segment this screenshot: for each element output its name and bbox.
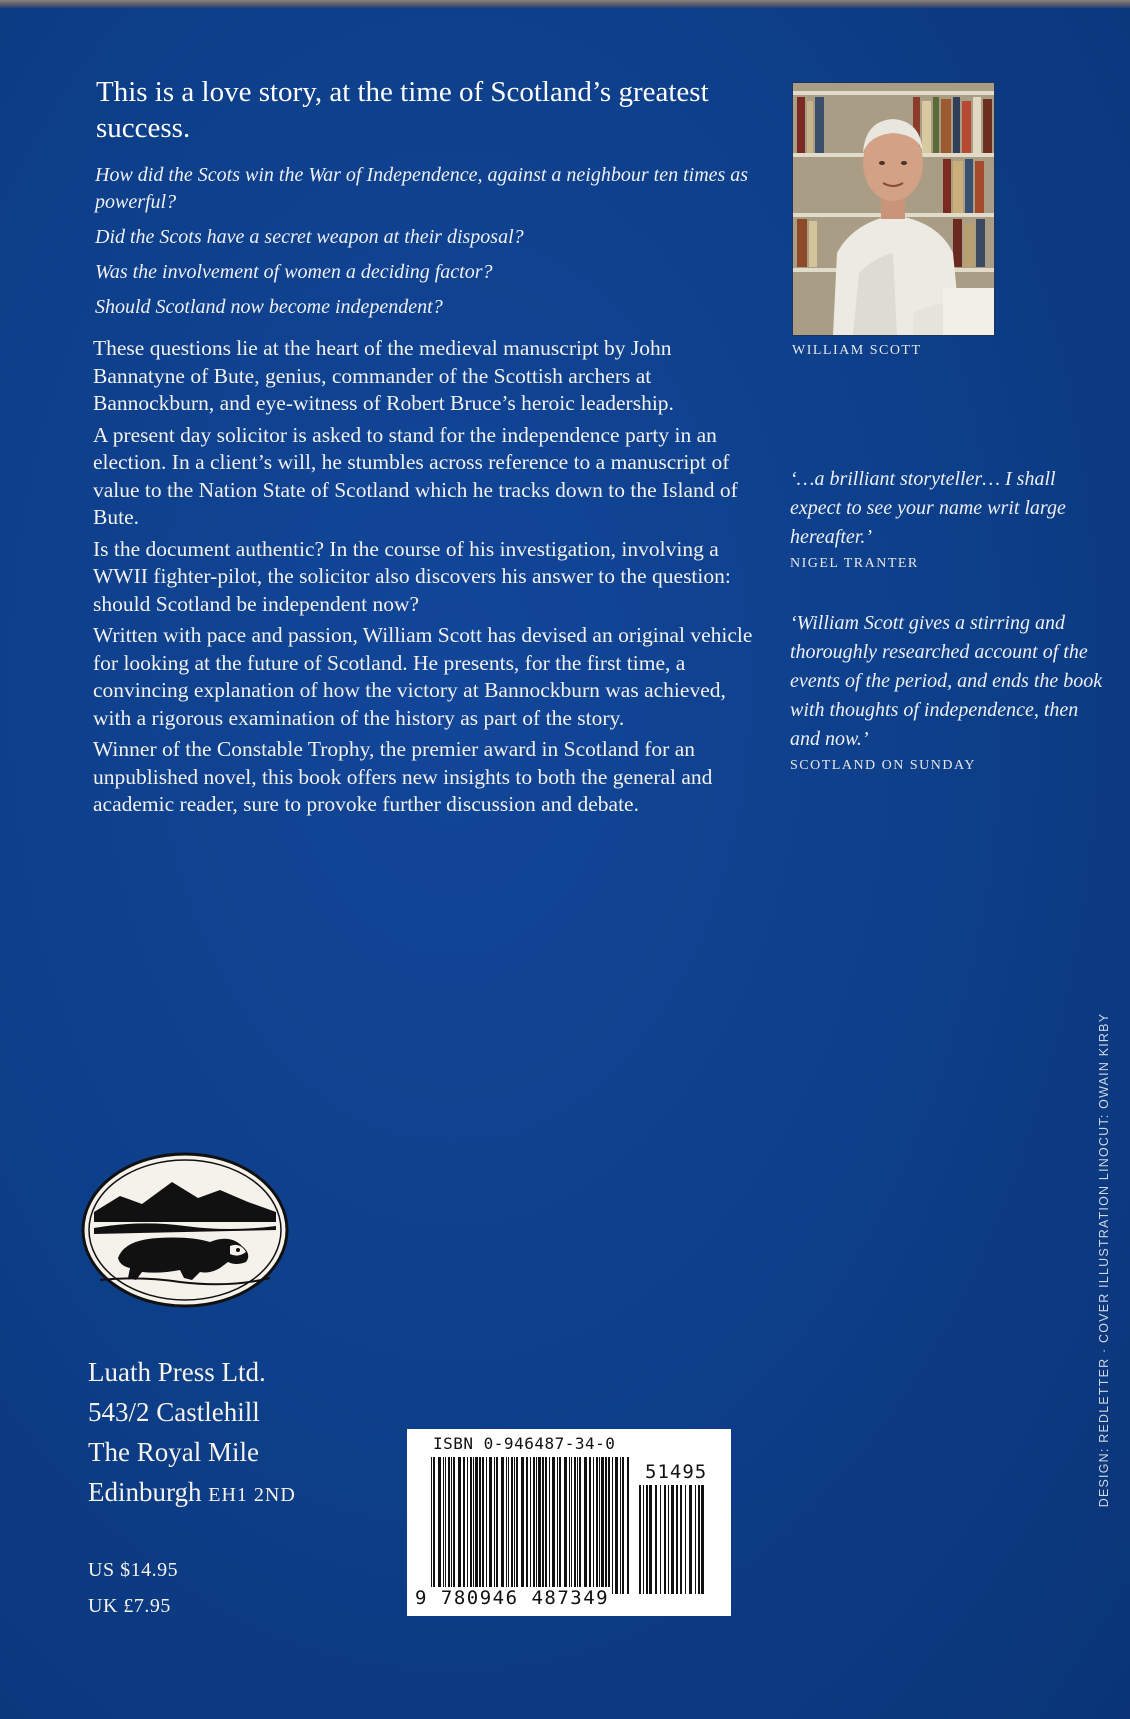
price-uk: UK £7.95 bbox=[88, 1595, 171, 1617]
author-photo-caption: WILLIAM SCOTT bbox=[792, 343, 922, 358]
question-list bbox=[95, 162, 755, 329]
question: How did the Scots win the War of Independence, against a neighbour ten times as powerful? bbox=[95, 164, 749, 213]
review-quote-text: ‘…a brilliant storyteller… I shall expect to see your name writ large hereafter.’ bbox=[790, 468, 1066, 548]
isbn-label: ISBN 0-946487-34-0 bbox=[433, 1434, 616, 1453]
question: Should Scotland now become independent? bbox=[95, 296, 443, 318]
publisher-address bbox=[88, 1352, 296, 1515]
headline: This is a love story, at the time of Scotland’s greatest success. bbox=[96, 76, 709, 144]
review-quote-source: NIGEL TRANTER bbox=[790, 556, 919, 571]
blurb-paragraph: A present day solicitor is asked to stand for the independence party in an election. In a client’s will, he stumbles across reference to a manuscript of value to the Nation State of Scotland which he tracks down to the Island of Bute. bbox=[93, 422, 738, 529]
review-quote bbox=[790, 609, 1110, 774]
isbn-barcode bbox=[407, 1429, 731, 1616]
review-quote-text: ‘William Scott gives a stirring and thoroughly researched account of the events of the period, and ends the book with thoughts of independence, then and now.’ bbox=[790, 612, 1103, 750]
question: Was the involvement of women a deciding factor? bbox=[95, 261, 493, 283]
barcode-price-code: 51495 bbox=[645, 1461, 708, 1483]
blurb-body bbox=[93, 335, 763, 823]
blurb-paragraph: Winner of the Constable Trophy, the premier award in Scotland for an unpublished novel, this book offers new insights to both the general and academic reader, sure to provoke further discussion and debate. bbox=[93, 737, 713, 816]
address-line-city bbox=[88, 1472, 296, 1515]
address-postcode: EH1 2ND bbox=[208, 1484, 296, 1506]
blurb-paragraph: Is the document authentic? In the course of his investigation, involving a WWII fighter-pilot, the solicitor also discovers his answer to the question: should Scotland be independent now? bbox=[93, 536, 731, 616]
review-quote-source: SCOTLAND ON SUNDAY bbox=[790, 758, 976, 773]
publisher-logo-icon bbox=[80, 1150, 290, 1310]
address-line: 543/2 Castlehill bbox=[88, 1397, 260, 1427]
blurb-paragraph: These questions lie at the heart of the medieval manuscript by John Bannatyne of Bute, genius, commander of the Scottish archers at Bannockburn, and eye-witness of Robert Bruce’s heroic leadership. bbox=[93, 336, 674, 415]
address-line: The Royal Mile bbox=[88, 1437, 259, 1467]
address-city: Edinburgh bbox=[88, 1477, 202, 1507]
price-us: US $14.95 bbox=[88, 1559, 179, 1581]
design-credit: DESIGN: REDLETTER · COVER ILLUSTRATION LINOCUT: OWAIN KIRBY bbox=[1097, 1012, 1111, 1508]
question: Did the Scots have a secret weapon at their disposal? bbox=[95, 226, 524, 248]
address-line: Luath Press Ltd. bbox=[88, 1357, 266, 1387]
price-list bbox=[88, 1552, 178, 1624]
review-quote bbox=[790, 465, 1110, 572]
ean-number: 9 780946 487349 bbox=[415, 1587, 610, 1609]
author-photo bbox=[792, 82, 995, 336]
blurb-paragraph: Written with pace and passion, William Scott has devised an original vehicle for looking at the future of Scotland. He presents, for the first time, a convincing explanation of how the victory at Bannockburn was achieved, with a rigorous examination of the history as part of the story. bbox=[93, 623, 753, 730]
cover-top-edge bbox=[0, 0, 1130, 8]
